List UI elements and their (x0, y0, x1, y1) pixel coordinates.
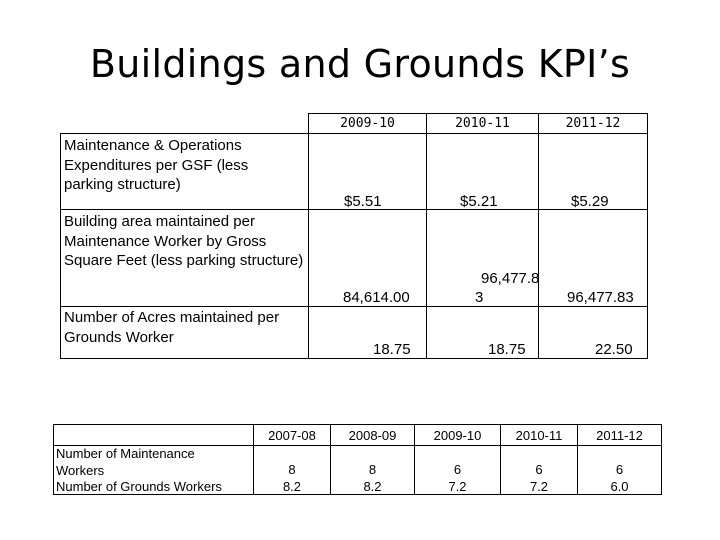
kpi-value: 18.75 (488, 341, 526, 358)
workers-right-border (661, 424, 662, 495)
kpi-value: $5.21 (460, 193, 498, 210)
workers-header-2009-10: 2009-10 (433, 428, 482, 443)
kpi-row-label-building-area: Building area maintained per Maintenance Worker by Gross Square Feet (less parking structure) (64, 213, 304, 269)
kpi-divider-label (308, 113, 309, 358)
workers-value: 6 (453, 462, 462, 477)
kpi-value: 96,477.8 (481, 270, 540, 287)
kpi-value: 84,614.00 (343, 289, 410, 306)
kpi-value: $5.51 (344, 193, 382, 210)
kpi-header-top-border (308, 113, 648, 114)
kpi-value: 96,477.83 (567, 289, 634, 306)
workers-top-border (53, 424, 662, 425)
workers-left-border (53, 424, 54, 495)
workers-header-2010-11: 2010-11 (515, 428, 563, 443)
kpi-bottom-border (60, 358, 648, 359)
workers-value: 6 (535, 462, 543, 477)
kpi-left-border (60, 133, 61, 358)
workers-header-2008-09: 2008-09 (348, 428, 397, 443)
kpi-divider-col2 (538, 113, 539, 358)
workers-value: 8 (368, 462, 377, 477)
workers-header-2007-08: 2007-08 (268, 428, 316, 443)
kpi-row-label-expenditures: Maintenance & Operations Expenditures per GSF (less parking structure) (64, 137, 249, 193)
kpi-row2-border (60, 306, 648, 307)
workers-value: 6 (615, 462, 624, 477)
workers-value: 7.2 (529, 479, 549, 494)
kpi-row-label-acres: Number of Acres maintained per Grounds Worker (64, 309, 280, 346)
workers-header-2011-12: 2011-12 (596, 428, 643, 443)
workers-value: 7.2 (448, 479, 467, 494)
kpi-header-2010-11: 2010-11 (455, 116, 510, 131)
kpi-value: 18.75 (373, 341, 411, 358)
kpi-value: 3 (475, 289, 484, 306)
kpi-value: $5.29 (571, 193, 609, 210)
workers-row-label-maintenance: Number of Maintenance Workers (56, 446, 195, 478)
kpi-right-border (647, 113, 648, 358)
kpi-header-2011-12: 2011-12 (565, 116, 621, 131)
workers-value: 8.2 (363, 479, 382, 494)
workers-value: 6.0 (610, 479, 629, 494)
workers-value: 8.2 (282, 479, 302, 494)
kpi-header-2009-10: 2009-10 (340, 116, 395, 131)
kpi-divider-col1 (426, 113, 427, 358)
page-title: Buildings and Grounds KPI’s (89, 42, 631, 86)
kpi-header-bottom-border (60, 133, 648, 134)
kpi-value: 22.50 (595, 341, 633, 358)
workers-value: 8 (288, 462, 296, 477)
workers-row-label-grounds: Number of Grounds Workers (56, 479, 222, 494)
